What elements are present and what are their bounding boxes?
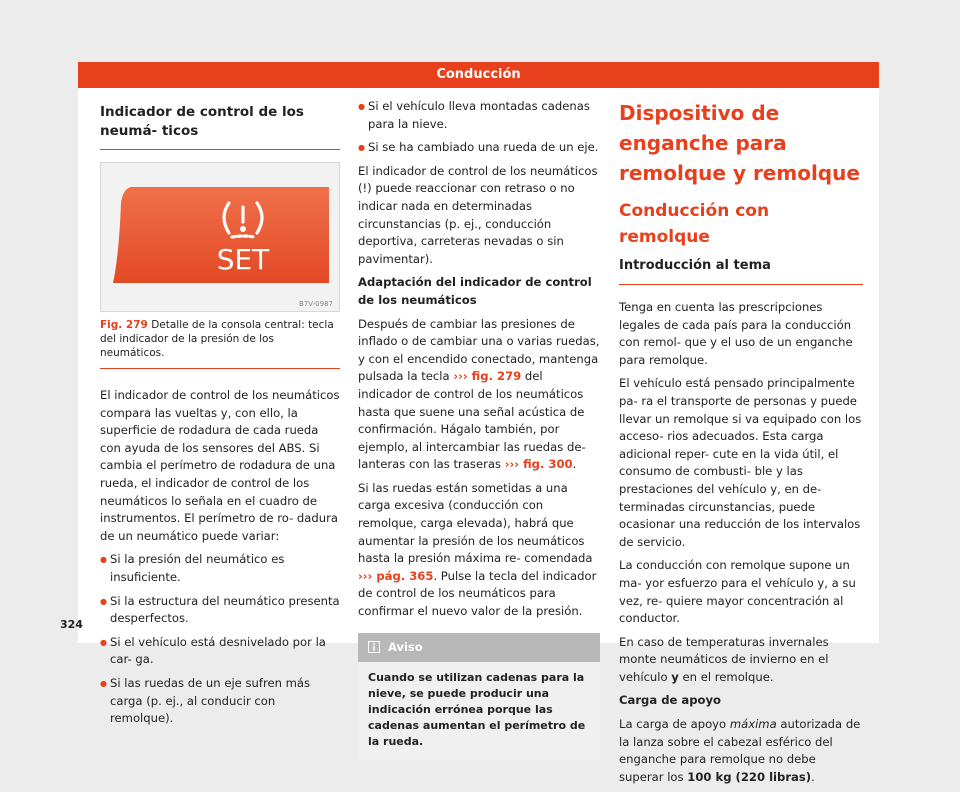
- subhead-tpms-adaptation: Adaptación del indicador de control de los neumáticos: [358, 275, 592, 307]
- manual-page: [78, 62, 879, 784]
- column-3: [619, 98, 863, 792]
- figure-caption: [100, 318, 340, 369]
- section-title-tpms: Indicador de control de los neumá- ticos: [100, 98, 340, 150]
- notice-body: Cuando se utilizan cadenas para la nieve, se puede producir una indicación errónea porque las cadenas aumentan el perímetro de la rueda.: [368, 671, 586, 749]
- tpms-intro-paragraph: El indicador de control de los neumáticos compara las vueltas y, con ello, la superficie de rodadura de cada rueda con ayuda de los sensores del ABS. Si cambia el perímetro de rodadura de una rueda, el indicador de control de los neumáticos lo señala en el cuadro de instrumentos. El perímetro de ro- dadura de un neumático puede variar:: [100, 388, 340, 543]
- column-1: [100, 98, 340, 734]
- text-run: Si las ruedas están sometidas a una carga excesiva (conducción con remolque, carga elevada), habrá que aumentar la presión de los neumáticos hasta la presión máxima re- comendada: [358, 480, 593, 566]
- tpms-conditions-list: [100, 551, 340, 727]
- list-item: ● Si la presión del neumático es insuficiente.: [100, 551, 340, 586]
- towing-paragraph-3: La conducción con remolque supone un ma- yor esfuerzo para el vehículo y, a su vez, re- quiere mayor concentración al conductor.: [619, 558, 856, 626]
- text-run-italic: máxima: [729, 717, 777, 732]
- towing-paragraph-4: [619, 634, 863, 687]
- link-page-365[interactable]: ››› pág. 365: [358, 568, 434, 583]
- list-item: ● Si la estructura del neumático presenta desperfectos.: [100, 593, 340, 628]
- list-item: ● Si el vehículo está desnivelado por la car- ga.: [100, 634, 340, 669]
- figure-279: [100, 162, 340, 312]
- text-run: Después de cambiar las presiones de inflado o de cambiar una o varias ruedas, y con el encendido conectado, mantenga pulsada la tecla: [358, 316, 600, 384]
- chapter-header: Conducción: [78, 62, 879, 88]
- text-run: .: [572, 457, 577, 472]
- link-fig-279[interactable]: ››› fig. 279: [453, 369, 522, 384]
- list-item: ● Si se ha cambiado una rueda de un eje.: [358, 139, 600, 157]
- text-run: . Pulse la tecla del indicador de control de los neumáticos para confirmar el nuevo valor de la presión.: [358, 568, 597, 619]
- text-run: En caso de temperaturas invernales monte neumáticos de invierno en el vehículo: [619, 634, 829, 684]
- tpms-delay-paragraph: El indicador de control de los neumáticos (!) puede reaccionar con retraso o no indicar nada en determinadas circunstancias (p. ej., conducción deportiva, carreteras nevadas o sin pavimentar).: [358, 163, 598, 266]
- towing-paragraph-1: Tenga en cuenta las prescripciones legales de cada país para la conducción con remol- que y el uso de un enganche para remolque.: [619, 300, 853, 367]
- figure-number: Fig. 279: [100, 319, 148, 331]
- text-run: en el remolque.: [678, 669, 774, 684]
- towing-paragraph-2: El vehículo está pensado principalmente pa- ra el transporte de personas y puede llevar un remolque si va equipado con los acceso- rios adecuados. Esta carga adicional reper- cute en la vida útil, el consumo de combusti- ble y las prestaciones del vehículo y, en de- terminadas circunstancias, puede ocasionar una reducción de los intervalos de servicio.: [619, 376, 862, 549]
- text-run: .: [811, 769, 815, 784]
- tpms-button-illustration: [101, 163, 339, 311]
- section-title-towing: Conducción con remolque: [619, 201, 770, 247]
- text-run-bold: y: [671, 669, 679, 684]
- notice-header: [358, 633, 600, 663]
- info-icon: [368, 641, 380, 653]
- text-run: La carga de apoyo: [619, 717, 730, 732]
- text-run: del indicador de control de los neumáticos hasta que suene una señal acústica de confirmación. Hágalo también, por ejemplo, al intercambiar las ruedas de- lanteras con las traseras: [358, 369, 586, 472]
- text-run: autorizada de la lanza sobre el cabezal esférico del enganche para remolque no debe superar los: [619, 717, 861, 784]
- notice-box: [358, 633, 600, 761]
- list-item: ● Si el vehículo lleva montadas cadenas para la nieve.: [358, 98, 600, 133]
- subsection-title-intro: Introducción al tema: [619, 250, 863, 285]
- tpms-conditions-list-continued: [358, 98, 600, 157]
- column-2: [358, 98, 600, 760]
- chapter-title-towing: Dispositivo de enganche para remolque y remolque: [619, 101, 860, 185]
- set-button-label: SET: [216, 243, 270, 276]
- page-number: 324: [60, 618, 83, 631]
- list-item: ● Si las ruedas de un eje sufren más carga (p. ej., al conducir con remolque).: [100, 675, 340, 728]
- link-fig-300[interactable]: ››› fig. 300: [504, 457, 573, 472]
- tpms-overload-paragraph: [358, 480, 600, 621]
- notice-title: Aviso: [388, 639, 423, 654]
- text-run-bold: 100 kg (220 libras): [687, 769, 812, 784]
- figure-caption-text: Detalle de la consola central: tecla del indicador de la presión de los neumáticos.: [100, 319, 334, 359]
- tpms-adaptation-paragraph: [358, 316, 600, 474]
- figure-code: B7V-0987: [299, 300, 333, 308]
- subhead-tongue-load: Carga de apoyo: [619, 693, 722, 708]
- tongue-load-paragraph: [619, 716, 863, 786]
